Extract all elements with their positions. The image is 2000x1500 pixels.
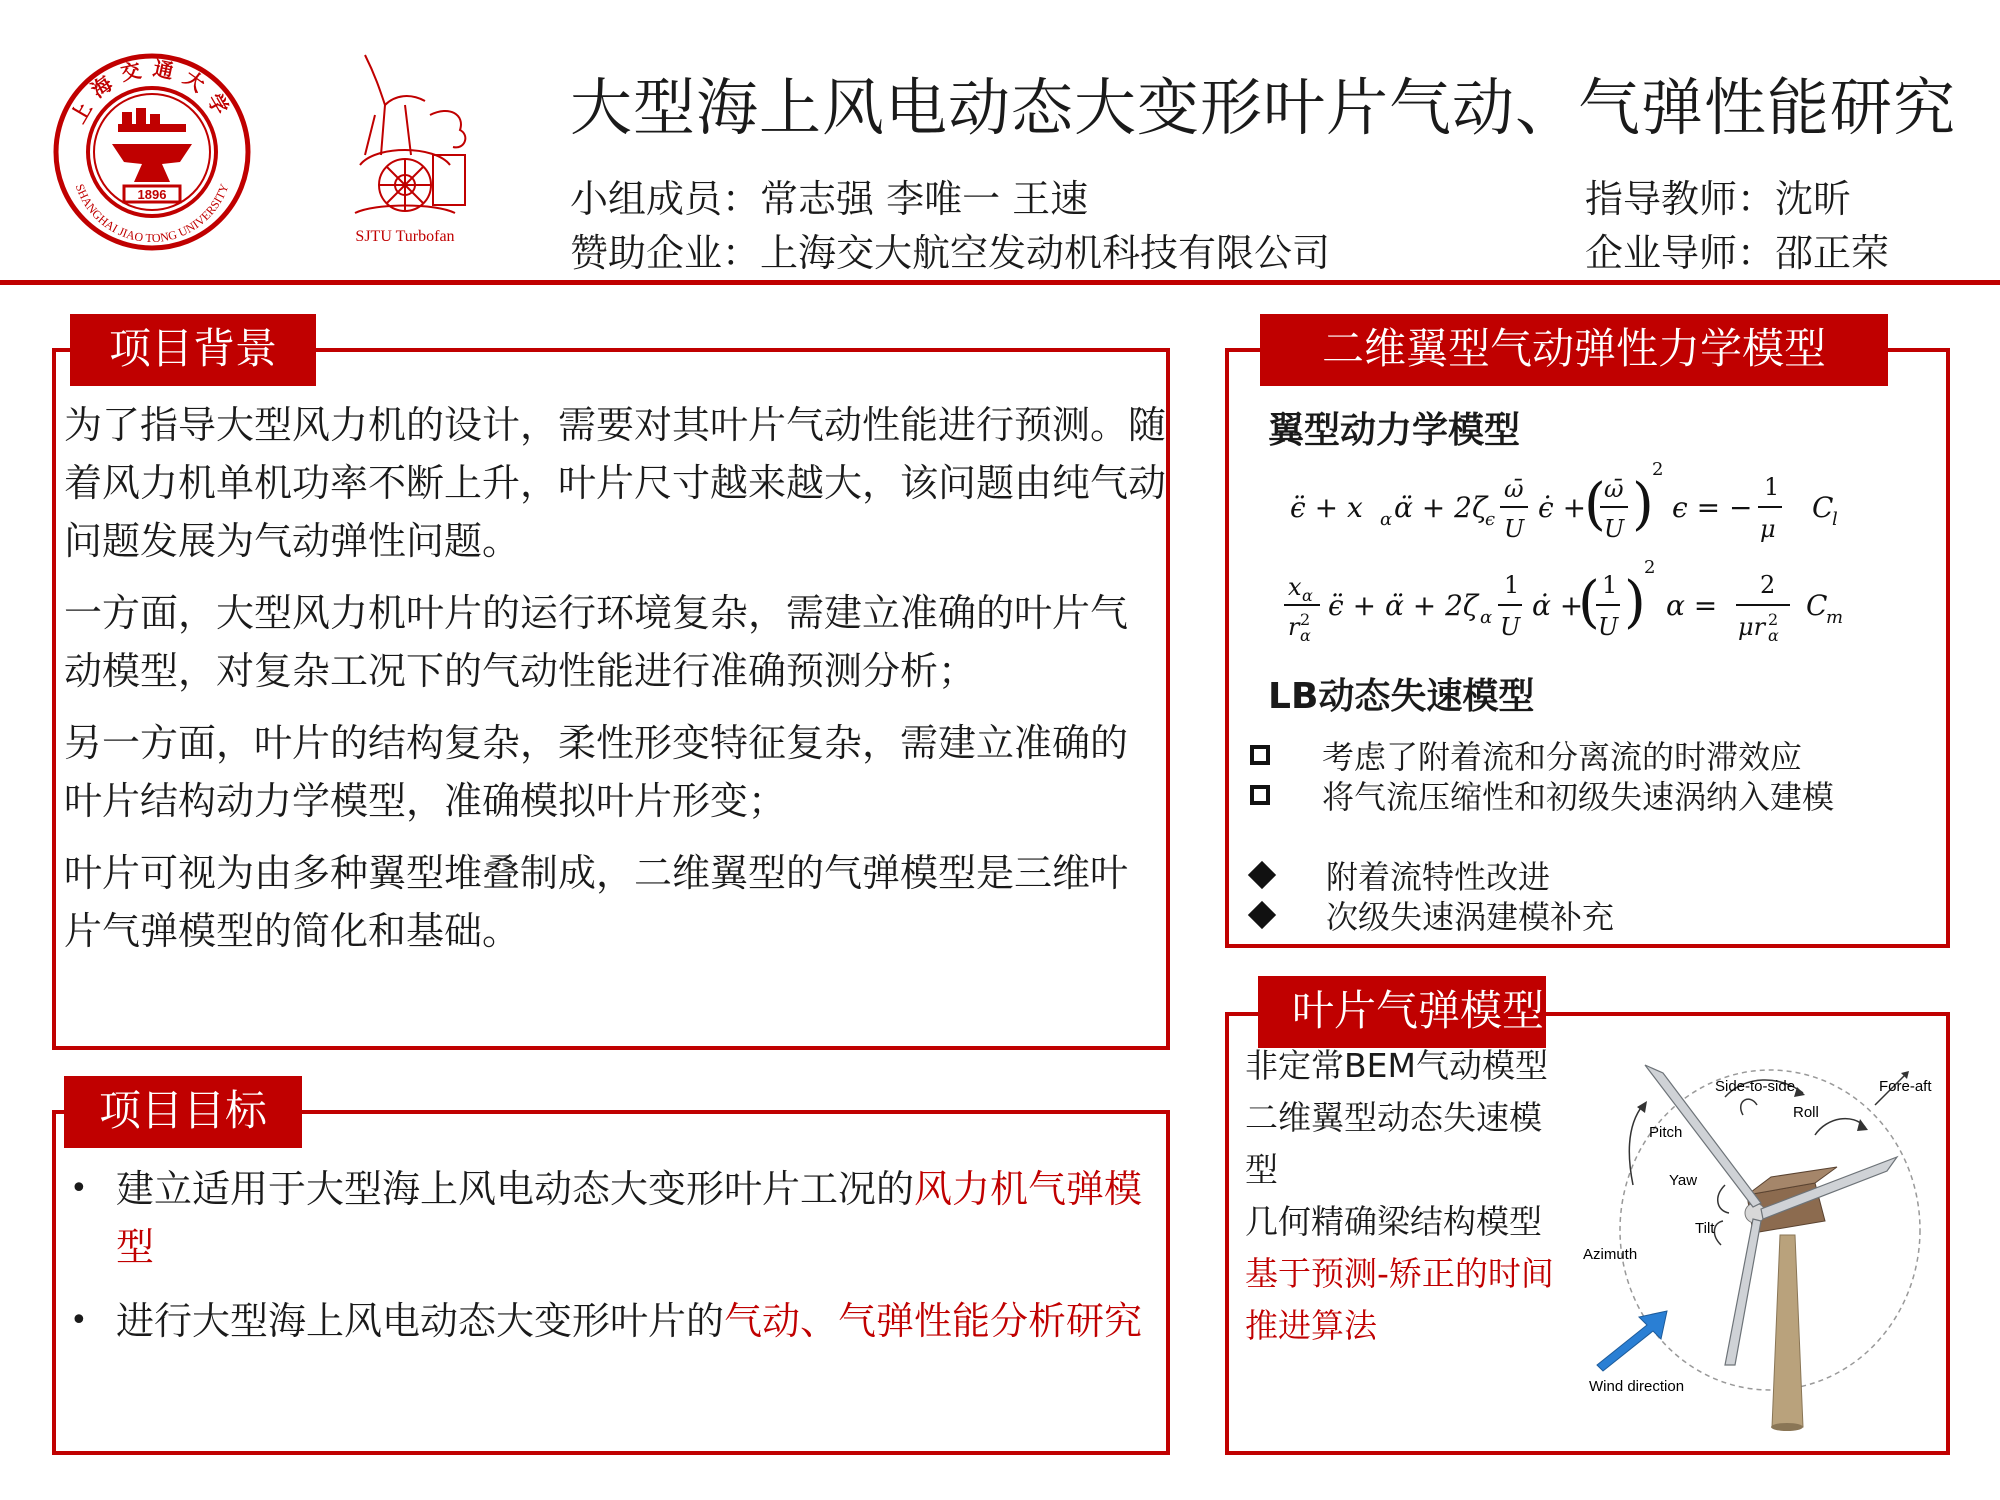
svg-text:μ: μ <box>1760 515 1776 543</box>
sponsor-line <box>570 222 1330 277</box>
svg-text:α =: α = <box>1666 589 1718 622</box>
svg-text:1: 1 <box>1764 473 1780 501</box>
svg-text:ω̄: ω̄ <box>1604 475 1624 503</box>
svg-text:ϵ̈ + α̈ + 2ζ: ϵ̈ + α̈ + 2ζ <box>1328 589 1479 622</box>
members-names: 常志强 李唯一 王速 <box>760 177 1089 221</box>
svg-text:(: ( <box>1578 570 1600 635</box>
advisor-line <box>1585 168 1851 223</box>
lb-box-item-2: 将气流压缩性和初级失速涡纳入建模 <box>1322 778 1835 816</box>
goal-bullet: • <box>70 1171 88 1206</box>
svg-text:α: α <box>1300 626 1311 645</box>
svg-text:α: α <box>1380 509 1393 530</box>
svg-text:2: 2 <box>1644 557 1656 578</box>
sjtu-logo-top-text: 上海交通大学 <box>65 55 239 128</box>
header-divider <box>0 280 2000 285</box>
label-side-to-side: Side-to-side <box>1715 1078 1796 1095</box>
svg-text:1: 1 <box>1504 571 1520 599</box>
svg-text:): ) <box>1632 472 1654 537</box>
svg-text:U: U <box>1598 613 1619 641</box>
label-yaw: Yaw <box>1669 1172 1698 1189</box>
list-item <box>1252 855 1942 895</box>
members-line <box>570 168 1088 223</box>
members-label: 小组成员： <box>570 177 761 221</box>
lb-diamond-item-1: 附着流特性改进 <box>1326 858 1551 896</box>
label-fore-aft: Fore-aft <box>1879 1078 1932 1095</box>
svg-text:2: 2 <box>1760 571 1776 599</box>
diamond-bullet-icon <box>1248 901 1276 929</box>
svg-text:l: l <box>1832 509 1838 530</box>
svg-text:m: m <box>1826 607 1844 628</box>
blade-model-list <box>1245 1040 1560 1352</box>
goal-item <box>70 1160 1155 1276</box>
goal-item <box>70 1292 1155 1350</box>
sponsor-label: 赞助企业： <box>570 231 761 275</box>
blade-highlight-line: 基于预测-矫正的时间推进算法 <box>1245 1254 1554 1345</box>
sjtu-logo-year: 1896 <box>137 187 167 202</box>
background-paragraph-2: 一方面，大型风力机叶片的运行环境复杂，需建立准确的叶片气动模型，对复杂工况下的气动性能进行准确预测分析； <box>64 591 1129 693</box>
mentor-label: 企业导师： <box>1585 231 1776 275</box>
list-item <box>1250 775 1940 815</box>
advisor-name: 沈昕 <box>1775 177 1852 221</box>
svg-text:2: 2 <box>1768 610 1779 629</box>
equation-graphic <box>1280 455 1940 665</box>
dynamics-heading: 翼型动力学模型 <box>1268 410 1521 451</box>
aeroelastic-2d-tab: 二维翼型气动弹性力学模型 <box>1260 314 1888 386</box>
svg-text:2: 2 <box>1652 459 1664 480</box>
svg-text:(: ( <box>1584 472 1606 537</box>
lb-box-item-1: 考虑了附着流和分离流的时滞效应 <box>1322 738 1803 776</box>
svg-text:r: r <box>1288 613 1300 641</box>
svg-text:C: C <box>1806 589 1828 622</box>
goals-list <box>70 1160 1155 1350</box>
background-paragraph-4: 叶片可视为由多种翼型堆叠制成，二维翼型的气弹模型是三维叶片气弹模型的简化和基础。 <box>64 851 1129 953</box>
svg-text:α: α <box>1480 607 1493 628</box>
poster-title: 大型海上风电动态大变形叶片气动、气弹性能研究 <box>570 71 1957 144</box>
svg-text:): ) <box>1624 570 1646 635</box>
goal-bullet: • <box>70 1303 88 1338</box>
svg-text:C: C <box>1812 491 1834 524</box>
diamond-bullet-icon <box>1248 861 1276 889</box>
svg-text:2: 2 <box>1300 610 1311 629</box>
goal-highlight: 气动、气弹性能分析研究 <box>723 1299 1142 1343</box>
label-roll: Roll <box>1793 1104 1819 1121</box>
mentor-name: 邵正荣 <box>1775 231 1890 275</box>
lb-diamond-list <box>1252 855 1942 935</box>
svg-text:ϵ: ϵ <box>1485 509 1496 530</box>
label-azimuth: Azimuth <box>1583 1246 1638 1263</box>
svg-text:ϵ̇ +: ϵ̇ + <box>1538 491 1587 524</box>
svg-text:ω̄: ω̄ <box>1504 475 1524 503</box>
lb-heading: LB动态失速模型 <box>1268 676 1535 717</box>
checkbox-bullet-icon <box>1250 785 1270 805</box>
svg-text:x: x <box>1288 573 1302 601</box>
label-wind-direction: Wind direction <box>1589 1378 1685 1395</box>
label-pitch: Pitch <box>1649 1124 1683 1141</box>
lb-box-list <box>1250 735 1940 815</box>
goal-text: 进行大型海上风电动态大变形叶片的 <box>115 1299 724 1343</box>
background-tab: 项目背景 <box>70 314 316 386</box>
goal-text: 建立适用于大型海上风电动态大变形叶片工况的 <box>115 1167 914 1211</box>
svg-text:U: U <box>1500 613 1521 641</box>
svg-text:α̈ + 2ζ: α̈ + 2ζ <box>1394 491 1488 524</box>
turbofan-logo-caption: SJTU Turbofan <box>355 228 455 245</box>
goal-highlight: 风力机气弹模型 <box>115 1167 1142 1269</box>
blade-line-1: 非定常BEM气动模型 <box>1245 1046 1548 1085</box>
blade-tab: 叶片气弹模型 <box>1258 976 1546 1048</box>
list-item <box>1250 735 1940 775</box>
checkbox-bullet-icon <box>1250 745 1270 765</box>
lb-diamond-item-2: 次级失速涡建模补充 <box>1326 898 1615 936</box>
label-tilt: Tilt <box>1695 1220 1715 1237</box>
background-body <box>64 396 1169 960</box>
blade-line-2: 二维翼型动态失速模型 <box>1245 1098 1542 1189</box>
svg-text:μr: μr <box>1738 613 1766 641</box>
svg-text:α̇ +: α̇ + <box>1532 589 1584 622</box>
goals-tab: 项目目标 <box>64 1076 302 1148</box>
background-paragraph-1: 为了指导大型风力机的设计，需要对其叶片气动性能进行预测。随着风力机单机功率不断上升，叶片尺寸越来越大，该问题由纯气动问题发展为气动弹性问题。 <box>64 403 1167 563</box>
turbine-figure <box>1575 1035 1935 1450</box>
list-item <box>1252 895 1942 935</box>
svg-text:α: α <box>1768 626 1779 645</box>
sjtu-logo-ring-text: SHANGHAI JIAO TONG UNIVERSITY <box>72 181 232 246</box>
svg-text:1: 1 <box>1602 571 1618 599</box>
advisor-label: 指导教师： <box>1585 177 1776 221</box>
mentor-line <box>1585 222 1889 277</box>
sponsor-name: 上海交大航空发动机科技有限公司 <box>760 231 1331 275</box>
background-paragraph-3: 另一方面，叶片的结构复杂，柔性形变特征复杂，需建立准确的叶片结构动力学模型，准确模拟叶片形变； <box>64 721 1129 823</box>
svg-text:ϵ = −: ϵ = − <box>1672 491 1753 524</box>
svg-text:α: α <box>1302 586 1313 605</box>
svg-text:U: U <box>1604 515 1625 543</box>
dynamics-equations <box>1280 455 1940 665</box>
svg-text:ϵ̈ + x: ϵ̈ + x <box>1290 491 1363 524</box>
turbofan-logo <box>335 35 475 250</box>
blade-line-3: 几何精确梁结构模型 <box>1245 1202 1542 1241</box>
svg-text:U: U <box>1504 515 1525 543</box>
sjtu-logo <box>52 52 252 252</box>
